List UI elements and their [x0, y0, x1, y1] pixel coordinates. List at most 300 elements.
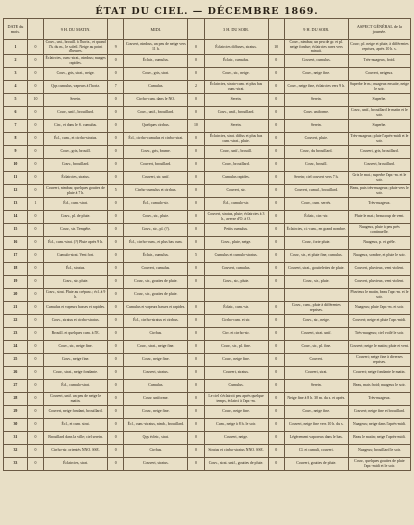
cell-cloud-afternoon: 0 [188, 158, 204, 171]
cell-desc-morning: Couv., neige fine. [44, 353, 108, 366]
cell-desc-morning: Couv., brouillard. [44, 158, 108, 171]
cell-cloud-morning: 0 [27, 210, 43, 223]
cell-cloud-afternoon: 0 [188, 392, 204, 405]
cell-aspect: Nuageux; brouillard le soir. [348, 444, 410, 457]
cell-cloud-noon: 0 [108, 457, 124, 470]
cell-cloud-evening: 0 [268, 197, 284, 210]
cell-day: 5 [4, 93, 28, 106]
cell-day: 18 [4, 262, 28, 275]
cell-desc-noon: Éclair., cumulus. [124, 249, 188, 262]
cell-cloud-afternoon: 0 [188, 184, 204, 197]
header-afternoon-cloud [188, 19, 204, 40]
cell-cloud-afternoon: 2 [188, 80, 204, 93]
header-noon-cloud [108, 19, 124, 40]
cell-day: 13 [4, 197, 28, 210]
cell-cloud-afternoon: 0 [188, 301, 204, 314]
cell-desc-morning: Couv., str., neige fine. [44, 340, 108, 353]
cell-cloud-evening: 0 [268, 67, 284, 80]
cell-day: 16 [4, 236, 28, 249]
cell-cloud-evening: 0 [268, 314, 284, 327]
cell-desc-evening: Éclaircies, ci.-cum., en grand nombre. [284, 223, 348, 236]
cell-cloud-evening: 0 [268, 132, 284, 145]
cell-desc-evening: Couvert, cumulus. [284, 54, 348, 67]
cell-cloud-morning: 0 [27, 171, 43, 184]
cell-cloud-evening: 0 [268, 457, 284, 470]
cell-aspect: Nuageux; neige dans l'après-midi. [348, 418, 410, 431]
cell-desc-evening: Neige fine à 8 h. 30 m. du s. et après. [284, 392, 348, 405]
cell-cloud-afternoon: 0 [188, 171, 204, 184]
cell-desc-evening [284, 288, 348, 301]
cell-cloud-noon: 0 [108, 145, 124, 158]
cell-cloud-morning: 0 [27, 275, 43, 288]
table-row [4, 132, 411, 145]
cell-desc-morning: Éclaircies, strat. [44, 457, 108, 470]
table-row [4, 340, 411, 353]
cell-desc-morning: Couv., unif., brouillard. [44, 106, 108, 119]
cell-day: 3 [4, 67, 28, 80]
cell-cloud-noon: 0 [108, 223, 124, 236]
cell-day: 25 [4, 353, 28, 366]
cell-desc-evening: Couv., du brouillard. [284, 145, 348, 158]
cell-aspect: Couvert, pluvieux, vent violent. [348, 275, 410, 288]
cell-desc-afternoon: Cumulus. [204, 379, 268, 392]
cell-cloud-evening: 0 [268, 379, 284, 392]
cell-aspect: Couvert; neige fondante le matin. [348, 366, 410, 379]
table-row [4, 301, 411, 314]
cell-desc-noon: Écl., cumulo-str. [124, 197, 188, 210]
header-noon: MIDI. [124, 19, 188, 40]
cell-desc-afternoon: Le ciel s'éclaircit peu après quelque temps, éclairci à l'apr.-m. [204, 392, 268, 405]
cell-cloud-evening: 0 [268, 158, 284, 171]
cell-desc-afternoon [204, 288, 268, 301]
cell-desc-evening: Couvert, cumul., brouillard. [284, 184, 348, 197]
cell-desc-morning: Brouill. et quelques cum. à l'E. [44, 327, 108, 340]
cell-desc-noon: Couvert, cumulus. [124, 262, 188, 275]
cell-cloud-noon: 0 [108, 431, 124, 444]
cell-desc-evening: Couv., cum., pluie à différentes reprises. [284, 301, 348, 314]
cell-aspect: Superbe. [348, 119, 410, 132]
cell-desc-noon: Couv., gris, strat. [124, 67, 188, 80]
cell-day: 28 [4, 392, 28, 405]
cell-cloud-morning: 0 [27, 67, 43, 80]
cell-cloud-evening [268, 288, 284, 301]
cell-desc-afternoon: Couvert, neige. [204, 431, 268, 444]
cell-desc-evening: Serein; ciel couvert vers 7 h. [284, 171, 348, 184]
table-row [4, 40, 411, 55]
cell-desc-noon: Cirrho-cum. dans le NO. [124, 93, 188, 106]
cell-aspect: Couvert; neige fine à diverses reprises. [348, 353, 410, 366]
cell-day: 9 [4, 145, 28, 158]
table-row [4, 158, 411, 171]
cell-cloud-morning: 0 [27, 431, 43, 444]
cell-cloud-afternoon: 0 [188, 405, 204, 418]
cell-desc-afternoon: Couv., str., neige. [204, 67, 268, 80]
cell-cloud-morning: 0 [27, 40, 43, 55]
cell-desc-afternoon: Couvert, stratus. [204, 366, 268, 379]
cell-aspect: Nuageux, p. et grêle. [348, 236, 410, 249]
weather-table [3, 18, 411, 471]
cell-desc-noon: Couv., neige fine. [124, 353, 188, 366]
cell-cloud-evening: 0 [268, 262, 284, 275]
table-row [4, 80, 411, 93]
table-row [4, 119, 411, 132]
cell-desc-noon: Couv., str., gouttes de pluie. [124, 275, 188, 288]
cell-cloud-afternoon: 0 [188, 54, 204, 67]
cell-cloud-noon: 0 [108, 366, 124, 379]
cell-cloud-afternoon: 0 [188, 366, 204, 379]
cell-desc-afternoon: Éclair., cum.-str. [204, 301, 268, 314]
cell-desc-evening: Couv., neige fine, éclaircies vers 9 h. [284, 80, 348, 93]
cell-desc-noon: Écl., cirrho-stratus et cirrhus. [124, 314, 188, 327]
cell-cloud-afternoon: 0 [188, 40, 204, 55]
cell-aspect: Très-nuageux. [348, 197, 410, 210]
cell-desc-noon: Couvert, nimbus, un peu de neige vers 11 h. [124, 40, 188, 55]
cell-cloud-noon: 0 [108, 314, 124, 327]
cell-cloud-afternoon [188, 288, 204, 301]
cell-day: 8 [4, 132, 28, 145]
table-row [4, 418, 411, 431]
cell-desc-evening: Couv., str., neige. [284, 314, 348, 327]
cell-aspect: Beau, puis très-nuageux; pluie vers le soir. [348, 184, 410, 197]
cell-desc-morning: Écl., cumulo-strat. [44, 379, 108, 392]
cell-desc-noon: Couvert, stratus. [124, 457, 188, 470]
cell-cloud-afternoon: 0 [188, 418, 204, 431]
cell-desc-noon: Couvert, brouillard. [124, 158, 188, 171]
cell-day: 6 [4, 106, 28, 119]
cell-cloud-evening: 0 [268, 392, 284, 405]
cell-desc-afternoon: Éclaircies, strat. diffus et plus bas cum.-strat., pluie. [204, 132, 268, 145]
cell-cloud-noon: 0 [108, 340, 124, 353]
cell-desc-morning: Couvert, nimbus; quelques gouttes de pluie à 7 h. [44, 184, 108, 197]
cell-desc-afternoon: Couv., pluie, neige. [204, 236, 268, 249]
cell-desc-evening: Serein. [284, 93, 348, 106]
cell-desc-afternoon: Couv., unif., brouill. [204, 145, 268, 158]
table-row [4, 392, 411, 405]
cell-day: 29 [4, 405, 28, 418]
cell-cloud-morning: 0 [27, 340, 43, 353]
cell-desc-morning: Cirrho-str. orientés NNO. SSE. [44, 444, 108, 457]
cell-desc-morning: Couv., pl. de pluie. [44, 210, 108, 223]
cell-cloud-noon: 7 [108, 80, 124, 93]
table-row [4, 67, 411, 80]
cell-desc-morning: Cumulo-strat. Vent fort. [44, 249, 108, 262]
table-row [4, 288, 411, 301]
cell-cloud-evening: 0 [268, 405, 284, 418]
cell-desc-evening: Éclair., cirr.-str. [284, 210, 348, 223]
cell-cloud-afternoon: 0 [188, 223, 204, 236]
cell-day: 2 [4, 54, 28, 67]
cell-aspect: Pluie le mat.; beaucoup de vent. [348, 210, 410, 223]
cell-desc-morning: Couvert, unif. un peu de neige le matin. [44, 392, 108, 405]
cell-day: 32 [4, 444, 28, 457]
cell-cloud-noon: 0 [108, 106, 124, 119]
table-row [4, 93, 411, 106]
cell-cloud-afternoon: 0 [188, 132, 204, 145]
cell-cloud-noon: 0 [108, 392, 124, 405]
cell-desc-noon: Couv., str., pl. (?). [124, 223, 188, 236]
cell-cloud-morning: 0 [27, 54, 43, 67]
cell-cloud-morning: 0 [27, 145, 43, 158]
cell-day: 26 [4, 366, 28, 379]
cell-aspect: Couv.; pl. neige et pluie, à différentes reprises, après 10 h. s. [348, 40, 410, 55]
cell-desc-afternoon: Couv., strat. unif., gouttes de pluie. [204, 457, 268, 470]
cell-cloud-morning: 0 [27, 379, 43, 392]
cell-desc-morning: Couv., gris, brouill. [44, 145, 108, 158]
cell-desc-morning: Couv., str. Tempête. [44, 223, 108, 236]
cell-aspect: Nuageux, pluie à peu près continuelle. [348, 223, 410, 236]
cell-desc-noon: Cumulus. [124, 80, 188, 93]
table-row [4, 314, 411, 327]
cell-cloud-afternoon: 0 [188, 93, 204, 106]
cell-cloud-evening: 0 [268, 340, 284, 353]
cell-day: 33 [4, 457, 28, 470]
table-body [4, 40, 411, 471]
cell-desc-afternoon: Écl., cumulo-str. [204, 197, 268, 210]
cell-desc-morning: Couv., strat. Pluie au crépusc.; écl. à 9 h. [44, 288, 108, 301]
cell-aspect: Couvert, neigeux. [348, 67, 410, 80]
cell-desc-noon: Couvert, str. unif. [124, 171, 188, 184]
cell-aspect: Très-nuageux, froid. [348, 54, 410, 67]
cell-desc-morning: Couvert, neige fondant, brouillard. [44, 405, 108, 418]
cell-desc-noon: Cirrhus. [124, 327, 188, 340]
cell-cloud-afternoon: 0 [188, 67, 204, 80]
cell-aspect: Couvert, brouillard. [348, 158, 410, 171]
cell-cloud-noon: 0 [108, 54, 124, 67]
cell-cloud-evening: 0 [268, 418, 284, 431]
table-row [4, 275, 411, 288]
cell-aspect: Très-nuageux; ciel voilé le soir. [348, 327, 410, 340]
cell-cloud-morning: 0 [27, 132, 43, 145]
cell-desc-evening: Couv. uniforme. [284, 106, 348, 119]
cell-cloud-noon: 9 [108, 40, 124, 55]
cell-desc-afternoon: Couv., str., pluie. [204, 275, 268, 288]
cell-desc-noon: Couv., str., pluie. [124, 210, 188, 223]
page-title: ÉTAT DU CIEL. — DÉCEMBRE 1869. [95, 6, 319, 17]
cell-aspect: Couvert; neige le matin; pluie et vent. [348, 340, 410, 353]
cell-day: 15 [4, 223, 28, 236]
cell-cloud-morning: 0 [27, 392, 43, 405]
cell-cloud-noon: 0 [108, 275, 124, 288]
cell-aspect: Superbe le m.; nuageux ensuite, neige le soir. [348, 80, 410, 93]
cell-cloud-morning: 0 [27, 184, 43, 197]
cell-desc-noon: Couv., strat., neige fine. [124, 340, 188, 353]
cell-desc-evening: Couv., brouill. [284, 158, 348, 171]
cell-day: 12 [4, 184, 28, 197]
header-evening: 9 H. DU SOIR. [284, 19, 348, 40]
cell-cloud-morning: 0 [27, 405, 43, 418]
cell-desc-morning: Cirr., et dans le S. cumulus. [44, 119, 108, 132]
cell-cloud-afternoon: 0 [188, 210, 204, 223]
cell-cloud-afternoon: 0 [188, 275, 204, 288]
table-row [4, 171, 411, 184]
cell-desc-evening: Couv., str., pl. fine. [284, 340, 348, 353]
cell-cloud-afternoon: 0 [188, 457, 204, 470]
cell-desc-morning: Couv., str. pluie. [44, 275, 108, 288]
header-afternoon: 3 H. DU SOIR. [204, 19, 268, 40]
table-row [4, 262, 411, 275]
cell-desc-morning: Éclaircies, cum.-strat., nimbus; nuages rapides. [44, 54, 108, 67]
cell-desc-afternoon: Couvert, cumulus. [204, 262, 268, 275]
cell-cloud-afternoon: 0 [188, 314, 204, 327]
cell-desc-afternoon: Cirr. et cirrho-str. [204, 327, 268, 340]
cell-cloud-morning: 0 [27, 457, 43, 470]
table-row [4, 457, 411, 470]
cell-day: 20 [4, 288, 28, 301]
cell-cloud-morning: 0 [27, 353, 43, 366]
cell-day: 10 [4, 158, 28, 171]
cell-desc-afternoon: Couv., brouillard. [204, 158, 268, 171]
cell-desc-noon: Écl., cirrho-cumulus et cirrho-strat. [124, 132, 188, 145]
cell-cloud-morning: 0 [27, 444, 43, 457]
header-date: DATE du mois. [4, 19, 28, 40]
cell-day: 23 [4, 327, 28, 340]
cell-desc-noon: Couv., str., gouttes de pluie. [124, 288, 188, 301]
table-row [4, 379, 411, 392]
cell-cloud-morning: 0 [27, 236, 43, 249]
cell-cloud-evening: 0 [268, 145, 284, 158]
cell-desc-morning: Brouillard dans la ville; ciel serein. [44, 431, 108, 444]
cell-desc-evening: Couv., forte pluie. [284, 236, 348, 249]
cell-desc-afternoon: Serein. [204, 119, 268, 132]
cell-desc-evening: Couv., nimbus; un peu de gr. et pl. neige fondue; éclaircies rares vers minuit. [284, 40, 348, 55]
cell-cloud-noon: 0 [108, 67, 124, 80]
cell-aspect: Superbe. [348, 93, 410, 106]
cell-day: 4 [4, 80, 28, 93]
cell-aspect: Gris le mat.; superbe l'apr.-m. et le soir. [348, 171, 410, 184]
cell-cloud-evening: 0 [268, 444, 284, 457]
cell-desc-evening: Serein. [284, 379, 348, 392]
cell-cloud-afternoon: 0 [188, 106, 204, 119]
cell-desc-evening: Couvert, gouttes de pluie. [284, 457, 348, 470]
cell-desc-afternoon: Cum., neige à 8 h. le soir. [204, 418, 268, 431]
cell-aspect: Beau, mais froid; nuageux le soir. [348, 379, 410, 392]
cell-day: 19 [4, 275, 28, 288]
cell-cloud-noon: 0 [108, 93, 124, 106]
cell-cloud-noon: 0 [108, 236, 124, 249]
cell-cloud-evening: 0 [268, 275, 284, 288]
cell-desc-morning: Couv., stratus et cirrho-stratus. [44, 314, 108, 327]
cell-cloud-evening: 0 [268, 80, 284, 93]
cell-desc-morning: Serein. [44, 93, 108, 106]
cell-cloud-morning: 0 [27, 288, 43, 301]
cell-cloud-morning: 0 [27, 301, 43, 314]
cell-cloud-noon: 0 [108, 132, 124, 145]
cell-cloud-afternoon: 0 [188, 431, 204, 444]
cell-cloud-afternoon: 0 [188, 379, 204, 392]
cell-cloud-evening: 0 [268, 210, 284, 223]
cell-aspect: Couvert, pluvieux, vent violent. [348, 262, 410, 275]
cell-cloud-noon: 0 [108, 405, 124, 418]
cell-desc-morning: Écl., cum., et cirrho-stratus. [44, 132, 108, 145]
cell-desc-morning: Couv., gris, strat., neige. [44, 67, 108, 80]
table-row [4, 444, 411, 457]
cell-desc-noon: Qqs écleir., strat. [124, 431, 188, 444]
cell-cloud-afternoon: 0 [188, 327, 204, 340]
cell-desc-morning: Couv., uni., brouill. à l'horiz., et quand l'h. du m., le soleil. Neige au point d'heures. [44, 40, 108, 55]
cell-desc-evening: Couv., cum. serrés. [284, 197, 348, 210]
cell-desc-morning: Qqs cumulus, vapeurs à l'horiz. [44, 80, 108, 93]
cell-desc-noon: Couv., neige fine. [124, 405, 188, 418]
cell-cloud-noon: 0 [108, 262, 124, 275]
cell-cloud-morning: 0 [27, 418, 43, 431]
cell-cloud-morning: 0 [27, 327, 43, 340]
cell-desc-evening: Couv., neige fine. [284, 405, 348, 418]
cell-desc-evening: Couvert, strat. [284, 366, 348, 379]
cell-aspect: Beau le matin; neige l'après-midi. [348, 431, 410, 444]
cell-cloud-morning: 0 [27, 158, 43, 171]
cell-cloud-morning: 0 [27, 80, 43, 93]
cell-cloud-afternoon: 0 [188, 145, 204, 158]
cell-desc-afternoon: Cumulus et cumulo-stratus. [204, 249, 268, 262]
cell-desc-noon: Cumulus et vapeurs basses et rapides. [124, 301, 188, 314]
cell-cloud-afternoon: 0 [188, 236, 204, 249]
cell-day: 24 [4, 340, 28, 353]
cell-cloud-evening: 0 [268, 327, 284, 340]
cell-aspect: Très-nuageux. [348, 392, 410, 405]
cell-desc-afternoon: Éclaircies diffuses, stratus. [204, 40, 268, 55]
cell-desc-evening: Couv., str., et pluie fine, cumulus. [284, 249, 348, 262]
cell-desc-evening: Couv., neige fine. [284, 67, 348, 80]
cell-cloud-noon: 0 [108, 301, 124, 314]
cell-cloud-evening: 0 [268, 249, 284, 262]
cell-cloud-afternoon: 0 [188, 444, 204, 457]
cell-desc-noon: Cumulus. [124, 379, 188, 392]
cell-desc-noon: Cirrhus. [124, 444, 188, 457]
cell-desc-noon: Couv., unif., brouillard. [124, 106, 188, 119]
table-row [4, 197, 411, 210]
cell-cloud-afternoon: 0 [188, 340, 204, 353]
cell-cloud-evening: 0 [268, 106, 284, 119]
cell-desc-afternoon: Petits cumulus. [204, 223, 268, 236]
cell-cloud-evening: 0 [268, 171, 284, 184]
cell-cloud-morning: 0 [27, 366, 43, 379]
cell-desc-noon: Cirrho-cumulus et cirrhus. [124, 184, 188, 197]
cell-cloud-afternoon: 0 [188, 262, 204, 275]
cell-day: 30 [4, 418, 28, 431]
cell-cloud-noon: 0 [108, 418, 124, 431]
cell-cloud-afternoon: 0 [188, 197, 204, 210]
header-aspect: ASPECT GÉNÉRAL de la journée. [348, 19, 410, 40]
table-row [4, 366, 411, 379]
cell-desc-evening: Couv., str., pluie. [284, 275, 348, 288]
table-row [4, 106, 411, 119]
cell-desc-evening: Cl. et cumuli, couvert. [284, 444, 348, 457]
cell-aspect: Pluvieux le matin, beau l'apr.-m. et le soir. [348, 288, 410, 301]
cell-cloud-morning: 0 [27, 314, 43, 327]
cell-desc-morning: Cumulus et vapeurs basses et rapides. [44, 301, 108, 314]
cell-desc-noon: Écl., cirrho-cum., et plus bas cum. [124, 236, 188, 249]
cell-desc-morning: Couv., strat., neige fondante. [44, 366, 108, 379]
cell-desc-afternoon: Couv., str., pl. fine. [204, 340, 268, 353]
cell-day: 21 [4, 301, 28, 314]
cell-desc-noon: Éclair., cumulus. [124, 54, 188, 67]
cell-day: 11 [4, 171, 28, 184]
table-row [4, 327, 411, 340]
cell-cloud-noon: 0 [108, 158, 124, 171]
cell-desc-evening: Couvert, strat. unif. [284, 327, 348, 340]
cell-cloud-noon: 0 [108, 210, 124, 223]
table-row [4, 145, 411, 158]
cell-cloud-noon: 0 [108, 444, 124, 457]
cell-cloud-evening: 0 [268, 184, 284, 197]
cell-desc-evening: Légèrement vaporeux dans le bas. [284, 431, 348, 444]
cell-desc-evening: Serein. [284, 119, 348, 132]
cell-cloud-evening: 0 [268, 223, 284, 236]
cell-cloud-evening: 0 [268, 54, 284, 67]
cell-cloud-afternoon: 10 [188, 119, 204, 132]
cell-aspect: Nuageux; pluie l'apr.-m. et soir. [348, 301, 410, 314]
cell-desc-afternoon: Éclair., cumulus. [204, 54, 268, 67]
